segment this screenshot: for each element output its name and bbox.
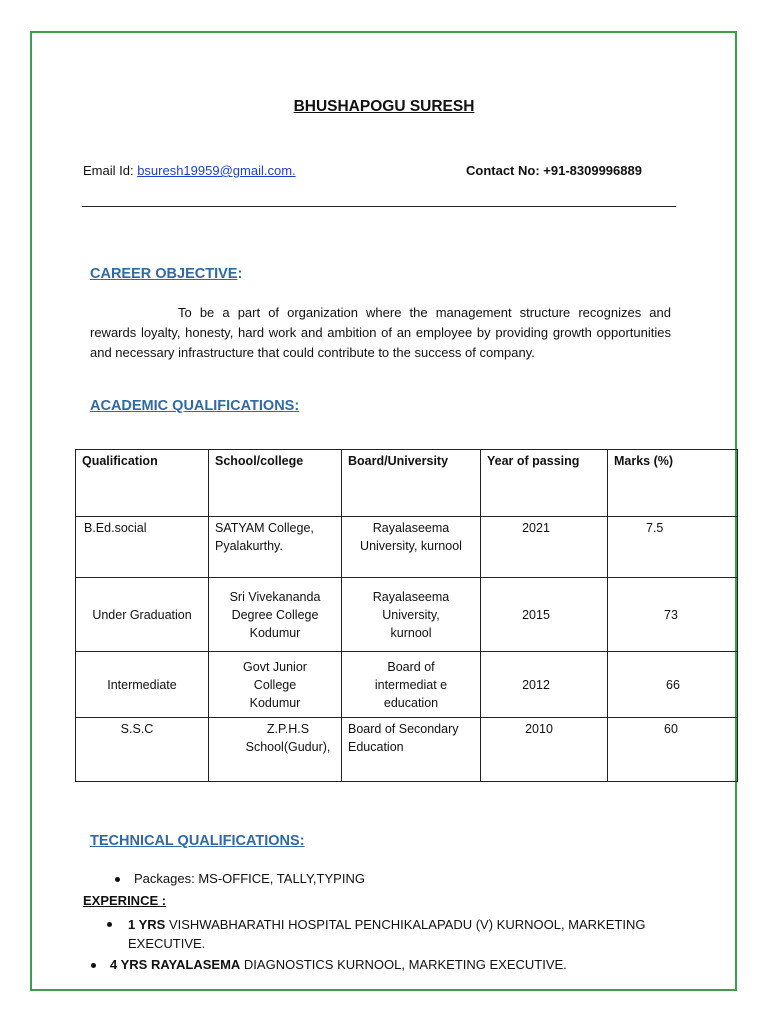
table-header-row — [76, 450, 738, 517]
cell-qualification: Intermediate — [76, 652, 209, 718]
objective-paragraph: To be a part of organization where the management structure recognizes and rewards loyalty, honesty, hard work and ambition of an employee by providing growth opportunities and necessary infrastructure that could contribute to the success of company. — [90, 305, 671, 360]
cell-marks: 66 — [608, 652, 738, 718]
experience-duration: 1 YRS — [128, 917, 169, 932]
cell-board: Board of Secondary Education — [342, 718, 481, 782]
header-school: School/college — [209, 450, 342, 517]
email-line — [83, 163, 296, 178]
career-objective-text — [90, 303, 671, 363]
bullet-icon — [107, 922, 112, 927]
cell-year: 2021 — [481, 517, 608, 578]
header-year: Year of passing — [481, 450, 608, 517]
packages-item — [115, 871, 365, 886]
candidate-name: BHUSHAPOGU SURESH — [293, 98, 475, 115]
cell-board: Rayalaseema University, kurnool — [342, 517, 481, 578]
cell-marks: 60 — [608, 718, 738, 782]
experience-item — [91, 957, 567, 972]
contact-number: Contact No: +91-8309996889 — [466, 163, 642, 178]
cell-board: Board of intermediat e education — [342, 652, 481, 718]
header-marks: Marks (%) — [608, 450, 738, 517]
cell-qualification: Under Graduation — [76, 578, 209, 652]
cell-school: Govt Junior College Kodumur — [209, 652, 342, 718]
technical-heading — [90, 833, 305, 849]
email-link[interactable]: bsuresh19959@gmail.com. — [137, 163, 296, 178]
header-qualification: Qualification — [76, 450, 209, 517]
table-row — [76, 652, 738, 718]
header-board: Board/University — [342, 450, 481, 517]
career-heading-colon: : — [237, 266, 243, 282]
table-row — [76, 718, 738, 782]
bullet-icon — [115, 877, 120, 882]
cell-qualification: B.Ed.social — [76, 517, 209, 578]
cell-school: Sri Vivekananda Degree College Kodumur — [209, 578, 342, 652]
career-heading-text: CAREER OBJECTIVE — [90, 266, 238, 282]
separator-line — [82, 206, 676, 207]
cell-board: Rayalaseema University, kurnool — [342, 578, 481, 652]
career-objective-heading — [90, 266, 242, 282]
cell-year: 2012 — [481, 652, 608, 718]
packages-text: Packages: MS-OFFICE, TALLY,TYPING — [134, 871, 365, 886]
academic-heading-text: ACADEMIC QUALIFICATIONS: — [90, 398, 300, 414]
academic-heading — [90, 398, 299, 414]
email-label: Email Id: — [83, 163, 138, 178]
cell-year: 2010 — [481, 718, 608, 782]
experience-duration: 4 YRS RAYALASEMA — [110, 957, 241, 972]
cell-qualification: S.S.C — [76, 718, 209, 782]
experience-text: DIAGNOSTICS KURNOOL, MARKETING EXECUTIVE. — [240, 957, 567, 972]
table-row — [76, 578, 738, 652]
experience-text: VISHWABHARATHI HOSPITAL PENCHIKALAPADU (V) KURNOOL, MARKETING EXECUTIVE. — [128, 917, 646, 951]
experience-heading: EXPERINCE : — [83, 893, 167, 908]
cell-marks: 73 — [608, 578, 738, 652]
cell-school: SATYAM College, Pyalakurthy. — [209, 517, 342, 578]
bullet-icon — [91, 963, 96, 968]
table-row — [76, 517, 738, 578]
qualifications-table — [75, 449, 738, 782]
technical-heading-text: TECHNICAL QUALIFICATIONS: — [90, 833, 305, 849]
cell-school: Z.P.H.S School(Gudur), — [209, 718, 342, 782]
cell-marks: 7.5 — [608, 517, 738, 578]
cell-year: 2015 — [481, 578, 608, 652]
